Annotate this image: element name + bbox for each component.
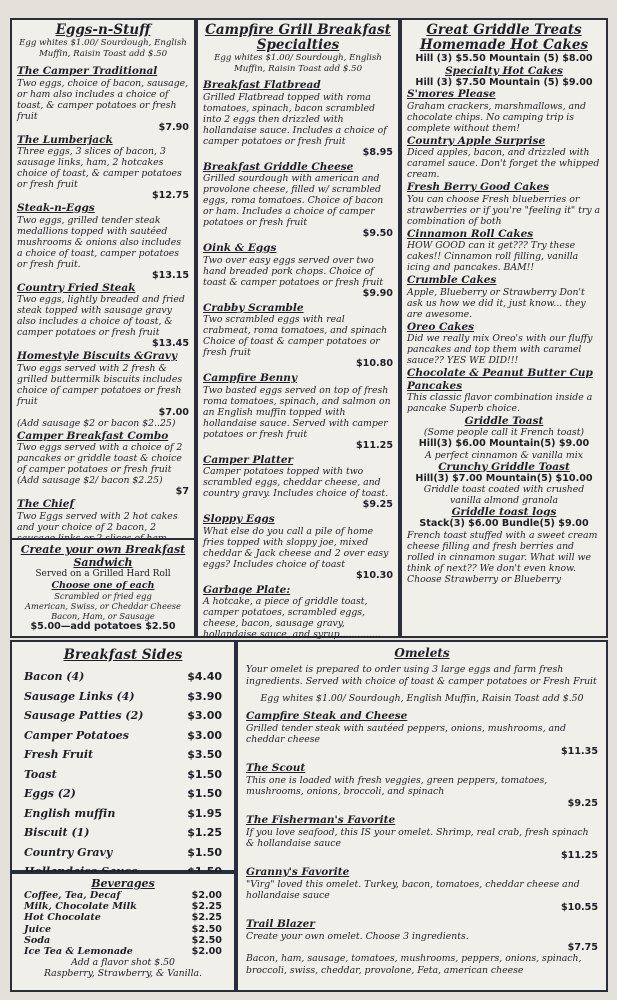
beverage-row [24, 935, 222, 946]
menu-item [407, 135, 601, 181]
menu-item [203, 454, 393, 511]
item-name: Oreo Cakes [407, 320, 475, 333]
toast-logs-desc: French toast stuffed with a sweet cream cheese filling and fresh berries and rolled in cinnamon sugar. What will we think of next?? We don't even know. Choose Strawberry or Blueberry [407, 529, 598, 585]
beverage-price: $2.25 [191, 912, 222, 924]
omelet-name: The Scout [246, 761, 306, 774]
side-price: $1.50 [187, 845, 222, 859]
item-desc: Grilled Flatbread topped with roma tomatoes, spinach, bacon scrambled into 2 eggs then drizzled with hollandaise sauce. Includes a choice of camper potatoes or fresh fruit [203, 91, 387, 147]
item-price: $13.45 [151, 338, 189, 349]
menu-item [203, 161, 393, 240]
omelet-desc: If you love seafood, this IS your omelet. Shrimp, real crab, fresh spinach & hollandaise sauce [246, 826, 589, 849]
side-row [24, 843, 222, 863]
item-name: Crumble Cakes [407, 274, 497, 286]
item-price: $7.00 [158, 406, 189, 418]
specialty-price: Hill (3) $7.50 Mountain (5) $9.00 [415, 76, 593, 88]
toast-logs-price: Stack(3) $6.00 Bundle(5) $9.00 [419, 518, 589, 529]
omelet-extra: Bacon, ham, sausage, tomatoes, mushrooms, peppers, onions, spinach, broccoli, swiss, cheddar, provolone, Feta, american cheese [246, 953, 582, 976]
side-price: $3.00 [187, 728, 222, 742]
omelet-desc: Grilled tender steak with sautéed peppers, onions, mushrooms, and cheddar cheese [246, 722, 566, 745]
side-row [24, 726, 222, 746]
item-desc: Diced apples, bacon, and drizzled with caramel sauce. Don't forget the whipped cream. [407, 147, 600, 180]
menu-item [407, 88, 601, 134]
menu-item [407, 181, 601, 227]
menu-item [17, 282, 189, 350]
side-name: English muffin [24, 806, 116, 820]
omelets-section [236, 640, 608, 992]
item-desc: Graham crackers, marshmallows, and chocolate chips. No camping trip is complete without them! [407, 100, 586, 134]
side-row [24, 687, 222, 707]
omelet-price: $7.75 [567, 942, 598, 953]
side-price: $4.40 [187, 670, 222, 683]
item-desc: Two scrambled eggs with real crabmeat, roma tomatoes, and spinach Choice of toast & camper potatoes or fresh fruit [203, 314, 388, 358]
item-desc: Apple, Blueberry or Strawberry Don't ask us how we did it, just know... they are awesome. [407, 286, 586, 320]
crunchy-toast-price: Hill(3) $7.00 Mountain(5) $10.00 [415, 472, 593, 484]
griddle-treats-section [400, 18, 608, 638]
item-name: Steak-n-Eggs [17, 202, 95, 214]
crunchy-toast-title: Crunchy Griddle Toast [438, 460, 570, 473]
side-price: $3.00 [187, 709, 222, 722]
flavor-line: Add a flavor shot $.50 [71, 957, 175, 969]
beverage-row [24, 901, 222, 912]
section-note: Egg whites $1.00/ Sourdough, English Muffin, Raisin Toast add $.50 [19, 38, 187, 59]
section-title: Beverages [91, 877, 155, 890]
menu-item [17, 430, 189, 498]
flavor-line: Raspberry, Strawberry, & Vanilla. [43, 968, 203, 980]
item-desc: Two basted eggs served on top of fresh roma tomatoes, spinach, and salmon on an English muffin topped with hollandaise sauce. Served with camper potatoes or fresh fruit [203, 384, 391, 440]
item-price: $9.90 [362, 287, 393, 299]
side-name: Toast [24, 767, 57, 781]
sandwich-line: Bacon, Ham, or Sausage [51, 611, 155, 621]
item-name: S'mores Please [407, 88, 496, 100]
beverage-row [24, 924, 222, 935]
omelet-price: $11.35 [560, 745, 598, 757]
menu-item [407, 274, 601, 320]
sandwich-price: $5.00—add potatoes $2.50 [30, 621, 176, 632]
side-name: Country Gravy [24, 845, 113, 859]
item-name: The Lumberjack [17, 133, 113, 146]
side-row [24, 765, 222, 785]
side-name: Biscuit (1) [24, 826, 90, 839]
omelet-desc: This one is loaded with fresh veggies, green peppers, tomatoes, mushrooms, onions, broccoli, and spinach [246, 774, 548, 797]
breakfast-sides-section [10, 640, 236, 872]
item-extra: (Add sausage $2 or bacon $2..25) [17, 417, 176, 429]
item-name: Garbage Plate: [203, 583, 291, 596]
item-name: Country Apple Surprise [407, 134, 546, 147]
item-name: Breakfast Griddle Cheese [203, 160, 354, 173]
omelet-name: Campfire Steak and Cheese [246, 709, 408, 722]
menu-item [17, 350, 189, 429]
side-row [24, 784, 222, 804]
omelet-name: The Fisherman's Favorite [246, 813, 396, 826]
item-name: Fresh Berry Good Cakes [407, 181, 550, 193]
menu-item [203, 513, 393, 581]
griddle-toast-price: Hill(3) $6.00 Mountain(5) $9.00 [418, 438, 590, 449]
section-title: Breakfast Sides [63, 647, 183, 663]
item-desc: Two eggs served with a choice of 2 pancakes or griddle toast & choice of camper potatoes or fresh fruit (Add sausage $2/ bacon $2.25) [17, 442, 183, 486]
beverage-price: $2.50 [191, 923, 222, 935]
section-subtitle: Homemade Hot Cakes [419, 37, 589, 53]
omelet-price: $9.25 [567, 797, 598, 809]
section-title-text: Campfire Grill Breakfast Specialties [205, 22, 391, 53]
item-desc: Grilled sourdough with american and provolone cheese, filled w/ scrambled eggs, roma tomatoes. Choice of bacon or ham. Includes a choice of camper potatoes or fresh fruit [203, 173, 384, 228]
griddle-toast-note: (Some people call it French toast) [423, 427, 585, 438]
beverage-name: Juice [24, 923, 52, 935]
side-name: Bacon (4) [24, 670, 85, 683]
section-note: Egg whites $1.00/ Sourdough, English Muffin, Raisin Toast add $.50 [214, 53, 382, 74]
beverage-name: Coffee, Tea, Decaf [24, 890, 121, 901]
menu-item [17, 134, 189, 202]
item-name: Homestyle Biscuits &Gravy [17, 350, 178, 362]
item-name: Chocolate & Peanut Butter Cup Pancakes [407, 367, 593, 392]
side-row [24, 804, 222, 824]
item-name: Camper Breakfast Combo [17, 429, 169, 442]
omelet-name: Trail Blazer [246, 917, 315, 930]
item-name: The Camper Traditional [17, 65, 158, 77]
item-name: Sloppy Eggs [203, 513, 275, 525]
item-desc: What else do you call a pile of home fries topped with sloppy joe, mixed cheddar & Jack cheese and 2 over easy eggs? Includes choice of toast [203, 525, 389, 570]
sandwich-line: Choose one of each [51, 580, 155, 591]
beverage-name: Hot Chocolate [24, 912, 101, 924]
omelet-intro: Your omelet is prepared to order using 3 large eggs and farm fresh ingredients. Served with choice of toast & camper potatoes or Fresh Fruit [246, 664, 597, 687]
item-name: The Chief [17, 498, 74, 510]
sandwich-line: Scrambled or fried egg [54, 591, 152, 601]
item-price: $13.15 [151, 269, 189, 281]
create-sandwich-section [10, 538, 196, 638]
beverages-section [10, 872, 236, 992]
campfire-specialties-section [196, 18, 400, 638]
side-name: Eggs (2) [24, 787, 76, 800]
beverage-price: $2.00 [191, 946, 222, 958]
item-name: Crabby Scramble [203, 301, 304, 314]
item-price: $9.50 [362, 228, 393, 239]
item-desc: Two eggs, grilled tender steak medallions topped with sautéed mushrooms & onions also includes a choice of toast, camper potatoes or fresh fruit. [17, 214, 182, 270]
item-desc: Two over easy eggs served over two hand breaded pork chops. Choice of toast & camper potatoes or fresh fruit [203, 254, 384, 288]
side-row [24, 667, 222, 687]
section-title: Omelets [394, 646, 450, 660]
side-row [24, 706, 222, 726]
item-desc: Camper potatoes topped with two scrambled eggs, cheddar cheese, and country gravy. Includes choice of toast. [203, 466, 389, 499]
omelet-note: Egg whites $1.00/ Sourdough, English Muffin, Raisin Toast add $.50 [260, 693, 584, 704]
item-desc: HOW GOOD can it get??? Try these cakes!! Cinnamon roll filling, vanilla icing and pancakes. BAM!! [407, 240, 579, 273]
item-name: Oink & Eggs [203, 242, 277, 254]
beverage-row [24, 912, 222, 923]
section-title: Great Griddle Treats [426, 22, 582, 38]
hotcake-price: Hill (3) $5.50 Mountain (5) $8.00 [415, 53, 593, 64]
item-name: Campfire Benny [203, 372, 298, 384]
section-title: Eggs-n-Stuff [55, 22, 151, 38]
menu-item [17, 498, 189, 544]
omelet-item [246, 762, 598, 809]
omelet-item [246, 866, 598, 913]
menu-item [17, 202, 189, 281]
omelet-item [246, 710, 598, 757]
sandwich-title: Create your own Breakfast Sandwich [20, 543, 186, 569]
item-price: $10.80 [355, 358, 393, 369]
omelet-price: $11.25 [560, 849, 598, 861]
item-price: $9.25 [362, 499, 393, 510]
side-price: $1.50 [187, 767, 222, 781]
item-desc: Two eggs, choice of bacon, sausage, or ham also includes a choice of toast, & camper potatoes or fresh fruit [17, 77, 189, 122]
beverage-price: $2.50 [191, 934, 222, 946]
menu-item [203, 372, 393, 451]
item-desc: Did we really mix Oreo's with our fluffy pancakes and top them with caramel sauce?? YES WE DID!!! [407, 333, 593, 366]
side-name: Camper Potatoes [24, 728, 129, 742]
omelet-desc: Create your own omelet. Choose 3 ingredients. [246, 930, 469, 942]
griddle-toast-desc: A perfect cinnamon & vanilla mix [425, 449, 583, 461]
item-price: $10.30 [355, 569, 393, 581]
griddle-toast-title: Griddle Toast [464, 415, 544, 427]
beverage-row [24, 946, 222, 957]
toast-logs-title: Griddle toast logs [451, 506, 557, 518]
omelet-price: $10.55 [560, 901, 598, 913]
menu-item [17, 65, 189, 133]
item-name: Cinnamon Roll Cakes [407, 227, 534, 240]
item-name: Breakfast Flatbread [203, 79, 321, 91]
item-price: $8.95 [362, 146, 393, 158]
item-desc: This classic flavor combination inside a pancake Superb choice. [407, 392, 593, 414]
sandwich-line: Served on a Grilled Hard Roll [35, 569, 171, 579]
item-name: Camper Platter [203, 453, 294, 466]
side-price: $1.50 [187, 787, 222, 800]
side-name: Sausage Patties (2) [24, 709, 144, 722]
menu-item [203, 302, 393, 370]
side-price: $3.50 [187, 748, 222, 761]
beverage-price: $2.00 [191, 890, 222, 901]
item-name: Country Fried Steak [17, 281, 136, 294]
item-desc: Two eggs served with 2 fresh & grilled buttermilk biscuits includes choice of camper potatoes or fresh fruit [17, 362, 183, 407]
item-price: $12.75 [151, 190, 189, 201]
beverage-price: $2.25 [191, 901, 222, 913]
item-price: $11.25 [355, 439, 393, 451]
crunchy-toast-desc: Griddle toast coated with crushed vanilla almond granola [423, 484, 585, 506]
item-desc: Two Eggs served with 2 hot cakes and your choice of 2 bacon, 2 [17, 510, 178, 533]
side-price: $1.95 [187, 806, 222, 820]
side-price: $1.25 [187, 826, 222, 839]
menu-item [203, 242, 393, 299]
menu-item [407, 228, 601, 274]
menu-item [407, 367, 601, 414]
item-price: $7.90 [158, 121, 189, 133]
side-row [24, 823, 222, 843]
beverage-name: Soda [24, 934, 51, 946]
omelet-desc: "Virg" loved this omelet. Turkey, bacon, tomatoes, cheddar cheese and hollandaise sauce [246, 878, 580, 901]
omelet-name: Granny's Favorite [246, 865, 350, 878]
item-desc: A hotcake, a piece of griddle toast, camper potatoes, scrambled eggs, cheese, bacon, sausage gravy, hollandaise sauce, and syrup.............. [203, 596, 381, 640]
omelet-item [246, 918, 598, 977]
item-desc: Three eggs, 3 slices of bacon, 3 sausage links, ham, 2 hotcakes choice of toast, & camper potatoes or fresh fruit [17, 146, 182, 190]
beverage-name: Milk, Chocolate Milk [24, 901, 137, 913]
item-price: $7 [175, 486, 189, 497]
omelet-item [246, 814, 598, 861]
sandwich-line: American, Swiss, or Cheddar Cheese [25, 601, 181, 611]
side-name: Sausage Links (4) [24, 689, 135, 703]
side-name: Fresh Fruit [24, 748, 94, 761]
beverage-name: Ice Tea & Lemonade [24, 946, 133, 958]
beverage-row [24, 890, 222, 901]
item-desc: Two eggs, lightly breaded and fried steak topped with sausage gravy also includes a choice of toast, & camper potatoes or fresh fruit [17, 294, 185, 338]
specialty-title: Specialty Hot Cakes [445, 64, 563, 77]
side-price: $3.90 [187, 689, 222, 703]
section-title [203, 23, 393, 53]
menu-item [203, 79, 393, 158]
item-desc: You can choose Fresh blueberries or strawberries or if you're "feeling it" try a combination of both [407, 193, 601, 227]
side-row [24, 745, 222, 765]
menu-item [407, 321, 601, 367]
